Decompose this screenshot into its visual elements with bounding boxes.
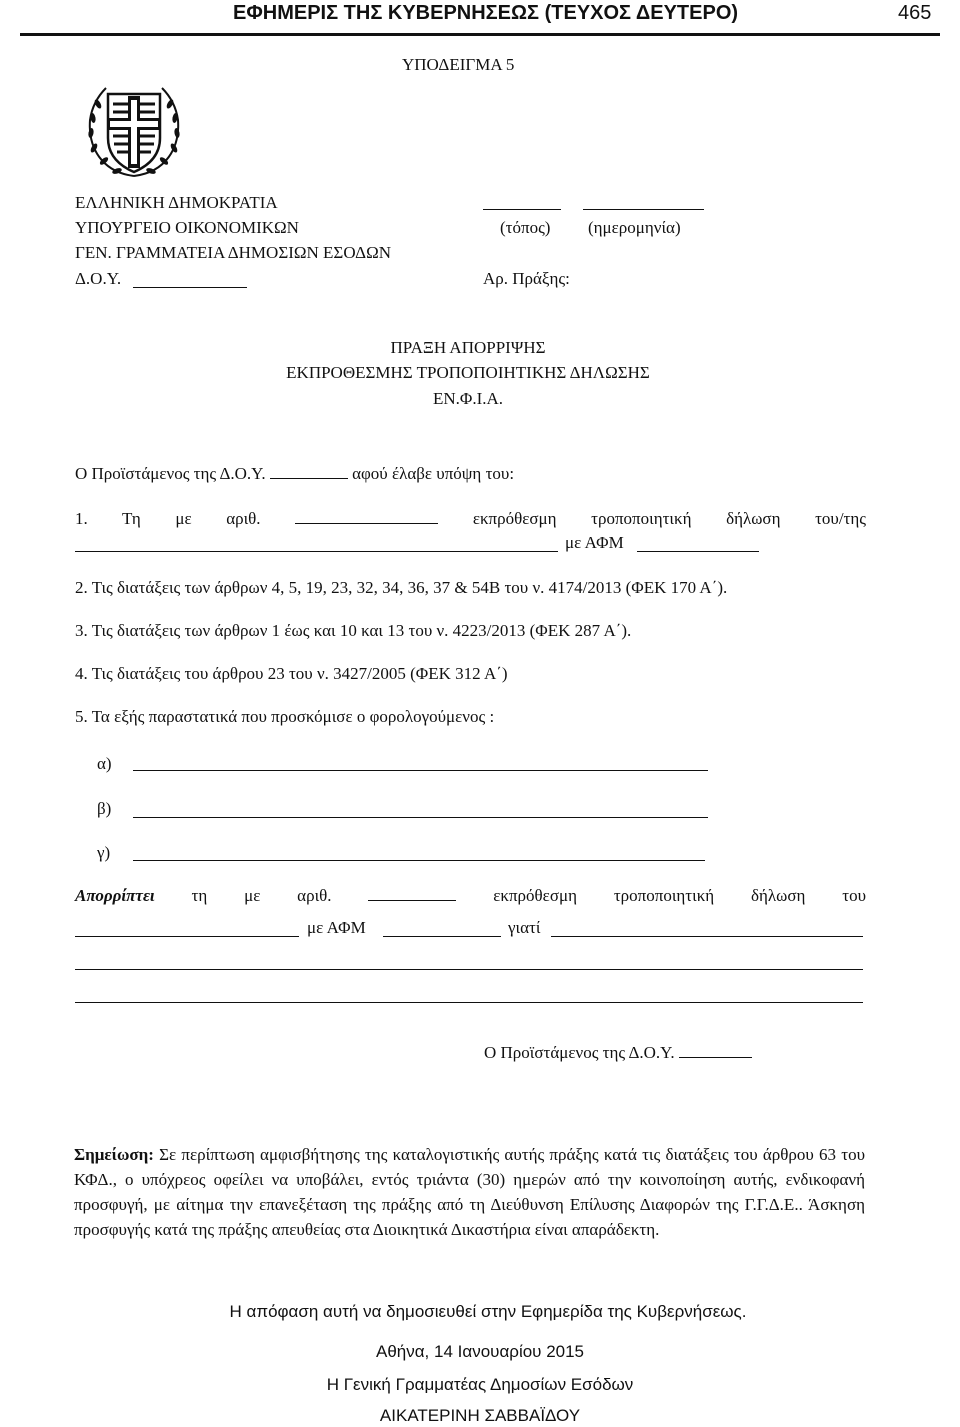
act-title-line1: ΠΡΑΞΗ ΑΠΟΡΡΙΨΗΣ (390, 338, 546, 357)
rejects-name-blank (75, 936, 299, 937)
place-blank (483, 209, 561, 210)
intro-blank (270, 463, 348, 479)
date-label: (ημερομηνία) (588, 218, 681, 237)
rejects-line (75, 885, 866, 906)
item-1-number-blank (295, 508, 438, 524)
item-1-text: εκπρόθεσμη τροποποιητική δήλωση του/της (472, 509, 867, 528)
item-1-afm-label: με ΑΦΜ (565, 533, 624, 552)
item-3: 3. Τις διατάξεις των άρθρων 1 έως και 10 και 13 του ν. 4223/2013 (ΦΕΚ 287 Α΄). (75, 621, 632, 640)
rejects-text1: τη με αριθ. (191, 886, 332, 905)
rejects-text2: εκπρόθεσμη τροποποιητική δήλωση του (493, 886, 866, 905)
reason-line-3 (75, 1002, 863, 1003)
footer-role: Η Γενική Γραμματέας Δημοσίων Εσόδων (326, 1375, 634, 1394)
rejects-afm-label: με ΑΦΜ (307, 918, 366, 937)
reason-line-2 (75, 969, 863, 970)
intro-after: αφού έλαβε υπόψη του: (352, 464, 515, 483)
rejects-reason-blank (551, 936, 863, 937)
rejects-number-blank (368, 885, 456, 901)
footer-place-date: Αθήνα, 14 Ιανουαρίου 2015 (375, 1342, 585, 1361)
authority-line-tax-office: Δ.Ο.Υ. (75, 269, 122, 288)
footer-signatory-name: ΑΙΚΑΤΕΡΙΝΗ ΣΑΒΒΑΪΔΟΥ (379, 1406, 581, 1425)
rejects-verb: Απορρίπτει (75, 886, 155, 905)
intro-line (75, 463, 514, 484)
note-label: Σημείωση: (74, 1145, 154, 1164)
place-label: (τόπος) (500, 218, 551, 237)
sub-item-c-blank (133, 860, 705, 861)
act-title-line2: ΕΚΠΡΟΘΕΣΜΗΣ ΤΡΟΠΟΠΟΙΗΤΙΚΗΣ ΔΗΛΩΣΗΣ (286, 363, 650, 382)
item-1-afm-blank (637, 551, 759, 552)
item-2: 2. Τις διατάξεις των άρθρων 4, 5, 19, 23, 32, 34, 36, 37 & 54Β του ν. 4174/2013 (ΦΕΚ 170 Α΄). (75, 578, 728, 597)
authority-line-republic: ΕΛΛΗΝΙΚΗ ΔΗΜΟΚΡΑΤΙΑ (75, 193, 278, 212)
act-title-line3: ΕΝ.Φ.Ι.Α. (432, 389, 504, 408)
note-paragraph (74, 1142, 865, 1242)
note-text: Σε περίπτωση αμφισβήτησης της καταλογιστικής αυτής πράξης κατά τις διατάξεις του άρθρου 63 του ΚΦΔ., ο υπόχρεος οφείλει να υποβάλει, εντός τριάντα (30) ημερών από την κοινοποίηση αυτής, ενδικοφανή προσφυγή, με αίτημα την επανεξέταση της πράξης από τη Διεύθυνση Επίλυσης Διαφορών της Γ.Γ.Δ.Ε.. Άσκηση προσφυγής κατά της πράξης απευθείας στα Διοικητικά Δικαστήρια είναι απαράδεκτη. (74, 1145, 865, 1239)
signature-line (484, 1042, 752, 1063)
gazette-header-title: ΕΦΗΜΕΡΙΣ ΤΗΣ ΚΥΒΕΡΝΗΣΕΩΣ (ΤΕΥΧΟΣ ΔΕΥΤΕΡΟ) (233, 2, 739, 24)
item-5: 5. Τα εξής παραστατικά που προσκόμισε ο φορολογούμενος : (75, 707, 495, 726)
sub-item-b: β) (97, 799, 112, 818)
header-divider (20, 33, 940, 36)
tax-office-blank (133, 287, 247, 288)
item-1-name-blank (75, 551, 558, 552)
signature-label: Ο Προϊστάμενος της Δ.Ο.Υ. (484, 1043, 675, 1062)
authority-line-ministry: ΥΠΟΥΡΓΕΙΟ ΟΙΚΟΝΟΜΙΚΩΝ (75, 218, 299, 237)
signature-blank (679, 1042, 752, 1058)
rejects-because-label: γιατί (508, 918, 541, 937)
sample-label: ΥΠΟΔΕΙΓΜΑ 5 (402, 55, 515, 74)
page-number: 465 (898, 2, 932, 24)
rejects-afm-blank (383, 936, 501, 937)
authority-line-secretariat: ΓΕΝ. ΓΡΑΜΜΑΤΕΙΑ ΔΗΜΟΣΙΩΝ ΕΣΟΔΩΝ (75, 243, 392, 262)
sub-item-a-blank (133, 770, 708, 771)
date-blank (583, 209, 704, 210)
sub-item-b-blank (133, 817, 708, 818)
sub-item-a: α) (97, 754, 112, 773)
publish-statement: Η απόφαση αυτή να δημοσιευθεί στην Εφημερίδα της Κυβερνήσεως. (229, 1302, 747, 1321)
act-number-label: Αρ. Πράξης: (483, 269, 570, 288)
intro-before: Ο Προϊστάμενος της Δ.Ο.Υ. (75, 464, 266, 483)
greek-coat-of-arms-icon (80, 78, 188, 191)
item-1-line (75, 508, 866, 529)
item-1-start: 1. Τη με αριθ. (75, 509, 261, 528)
item-4: 4. Τις διατάξεις του άρθρου 23 του ν. 3427/2005 (ΦΕΚ 312 Α΄) (75, 664, 508, 683)
sub-item-c: γ) (97, 843, 111, 862)
